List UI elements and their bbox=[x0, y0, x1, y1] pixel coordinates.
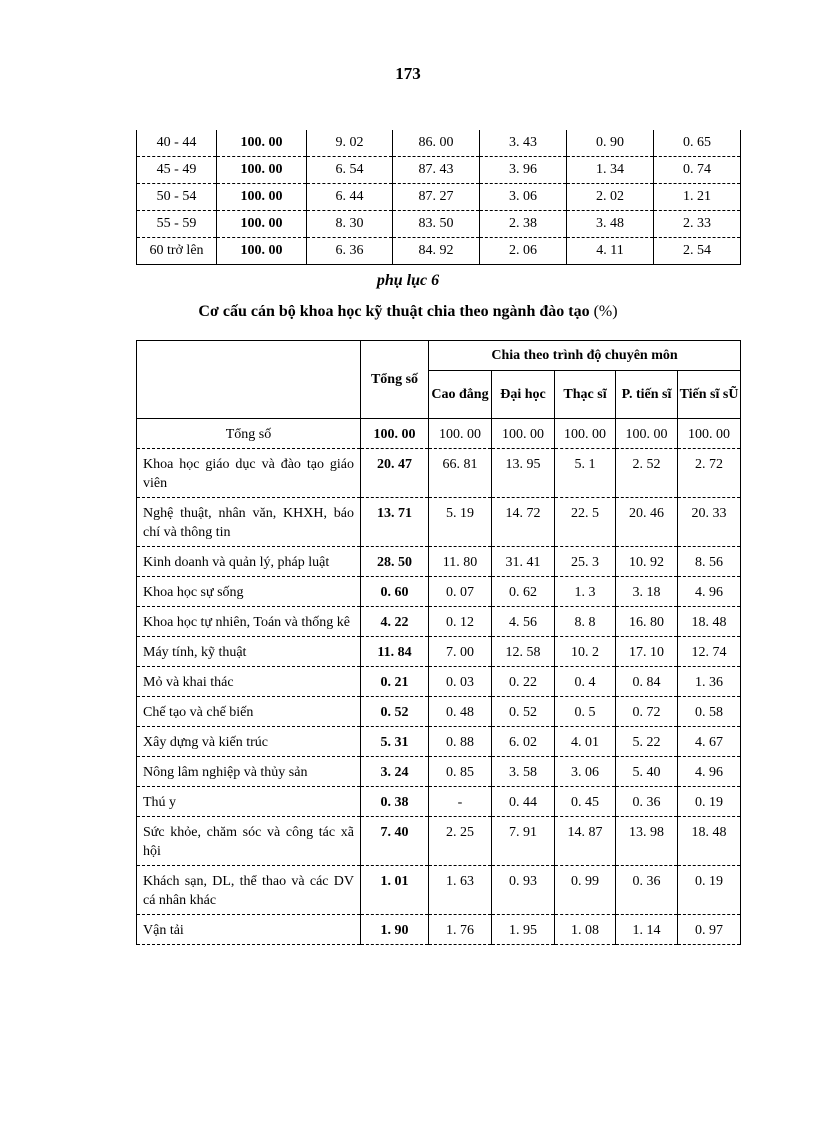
field-value-cell: 100. 00 bbox=[616, 419, 678, 449]
field-value-cell: 1. 08 bbox=[555, 915, 616, 945]
age-group-cell: 60 trở lên bbox=[137, 238, 217, 265]
field-value-cell: 5. 40 bbox=[616, 757, 678, 787]
age-table-row bbox=[137, 130, 741, 157]
field-total-cell: 3. 24 bbox=[361, 757, 429, 787]
age-value-cell: 2. 06 bbox=[480, 238, 567, 265]
field-value-cell: 1. 36 bbox=[678, 667, 741, 697]
field-total-cell: 0. 21 bbox=[361, 667, 429, 697]
age-group-cell: 50 - 54 bbox=[137, 184, 217, 211]
field-value-cell: 100. 00 bbox=[492, 419, 555, 449]
field-value-cell: 31. 41 bbox=[492, 547, 555, 577]
age-value-cell: 3. 48 bbox=[567, 211, 654, 238]
field-value-cell: 100. 00 bbox=[678, 419, 741, 449]
age-value-cell: 83. 50 bbox=[393, 211, 480, 238]
field-value-cell: 0. 45 bbox=[555, 787, 616, 817]
field-total-cell: 0. 38 bbox=[361, 787, 429, 817]
age-value-cell: 1. 34 bbox=[567, 157, 654, 184]
field-value-cell: 8. 8 bbox=[555, 607, 616, 637]
field-label-cell: Khoa học tự nhiên, Toán và thống kê bbox=[137, 607, 361, 637]
field-value-cell: 7. 91 bbox=[492, 817, 555, 866]
field-label-cell: Kinh doanh và quản lý, pháp luật bbox=[137, 547, 361, 577]
field-value-cell: 0. 88 bbox=[429, 727, 492, 757]
field-value-cell: 0. 44 bbox=[492, 787, 555, 817]
table-row bbox=[137, 498, 741, 547]
header-group: Chia theo trình độ chuyên môn bbox=[429, 341, 741, 371]
age-value-cell: 9. 02 bbox=[307, 130, 393, 157]
field-value-cell: 0. 36 bbox=[616, 866, 678, 915]
field-value-cell: 6. 02 bbox=[492, 727, 555, 757]
field-value-cell: 1. 76 bbox=[429, 915, 492, 945]
age-value-cell: 100. 00 bbox=[217, 157, 307, 184]
age-value-cell: 100. 00 bbox=[217, 184, 307, 211]
age-table-row bbox=[137, 238, 741, 265]
table-row bbox=[137, 727, 741, 757]
field-value-cell: 1. 95 bbox=[492, 915, 555, 945]
field-total-cell: 28. 50 bbox=[361, 547, 429, 577]
field-value-cell: 0. 93 bbox=[492, 866, 555, 915]
field-value-cell: 0. 12 bbox=[429, 607, 492, 637]
field-total-cell: 7. 40 bbox=[361, 817, 429, 866]
age-value-cell: 87. 43 bbox=[393, 157, 480, 184]
field-value-cell: 4. 56 bbox=[492, 607, 555, 637]
field-total-cell: 4. 22 bbox=[361, 607, 429, 637]
field-value-cell: 0. 07 bbox=[429, 577, 492, 607]
table-title-text: Cơ cấu cán bộ khoa học kỹ thuật chia theo ngành đào tạo bbox=[198, 303, 590, 320]
field-value-cell: 1. 3 bbox=[555, 577, 616, 607]
field-value-cell: 0. 03 bbox=[429, 667, 492, 697]
field-value-cell: 12. 74 bbox=[678, 637, 741, 667]
field-value-cell: 18. 48 bbox=[678, 607, 741, 637]
table-row bbox=[137, 449, 741, 498]
table-total-row bbox=[137, 419, 741, 449]
field-value-cell: 0. 52 bbox=[492, 697, 555, 727]
header-empty-cell bbox=[137, 341, 361, 419]
field-value-cell: 5. 1 bbox=[555, 449, 616, 498]
field-label-cell: Khoa học giáo dục và đào tạo giáo viên bbox=[137, 449, 361, 498]
header-col-master: Thạc sĩ bbox=[555, 371, 616, 419]
table-row bbox=[137, 697, 741, 727]
appendix-title: phụ lục 6 bbox=[376, 272, 440, 289]
age-value-cell: 2. 38 bbox=[480, 211, 567, 238]
field-value-cell: 0. 36 bbox=[616, 787, 678, 817]
field-label-cell: Khoa học sự sống bbox=[137, 577, 361, 607]
table-row bbox=[137, 547, 741, 577]
field-value-cell: 0. 58 bbox=[678, 697, 741, 727]
age-value-cell: 84. 92 bbox=[393, 238, 480, 265]
field-total-cell: 0. 60 bbox=[361, 577, 429, 607]
field-value-cell: 14. 72 bbox=[492, 498, 555, 547]
field-value-cell: 66. 81 bbox=[429, 449, 492, 498]
page-number: 173 bbox=[395, 64, 421, 83]
field-label-cell: Nông lâm nghiệp và thủy sản bbox=[137, 757, 361, 787]
field-value-cell: 5. 19 bbox=[429, 498, 492, 547]
field-label-cell: Mỏ và khai thác bbox=[137, 667, 361, 697]
age-value-cell: 2. 33 bbox=[654, 211, 741, 238]
field-value-cell: 0. 84 bbox=[616, 667, 678, 697]
age-value-cell: 4. 11 bbox=[567, 238, 654, 265]
age-value-cell: 6. 44 bbox=[307, 184, 393, 211]
age-value-cell: 0. 90 bbox=[567, 130, 654, 157]
field-label-cell: Khách sạn, DL, thể thao và các DV cá nhân khác bbox=[137, 866, 361, 915]
field-value-cell: - bbox=[429, 787, 492, 817]
field-value-cell: 22. 5 bbox=[555, 498, 616, 547]
field-value-cell: 14. 87 bbox=[555, 817, 616, 866]
field-value-cell: 3. 06 bbox=[555, 757, 616, 787]
table-row bbox=[137, 637, 741, 667]
age-value-cell: 0. 74 bbox=[654, 157, 741, 184]
age-value-cell: 1. 21 bbox=[654, 184, 741, 211]
header-col-university: Đại học bbox=[492, 371, 555, 419]
field-total-cell: 5. 31 bbox=[361, 727, 429, 757]
age-table-row bbox=[137, 211, 741, 238]
field-value-cell: 16. 80 bbox=[616, 607, 678, 637]
header-total: Tổng số bbox=[361, 341, 429, 419]
age-group-cell: 55 - 59 bbox=[137, 211, 217, 238]
age-value-cell: 3. 96 bbox=[480, 157, 567, 184]
field-label-cell: Xây dựng và kiến trúc bbox=[137, 727, 361, 757]
age-value-cell: 87. 27 bbox=[393, 184, 480, 211]
table-row bbox=[137, 667, 741, 697]
age-table-row bbox=[137, 157, 741, 184]
header-col-doctor: Tiến sĩ sŨ bbox=[678, 371, 741, 419]
field-value-cell: 0. 48 bbox=[429, 697, 492, 727]
training-table-body bbox=[137, 419, 741, 945]
field-value-cell: 0. 62 bbox=[492, 577, 555, 607]
table-row bbox=[137, 577, 741, 607]
field-value-cell: 18. 48 bbox=[678, 817, 741, 866]
header-col-college: Cao đẳng bbox=[429, 371, 492, 419]
age-value-cell: 100. 00 bbox=[217, 130, 307, 157]
field-value-cell: 17. 10 bbox=[616, 637, 678, 667]
field-value-cell: 4. 96 bbox=[678, 757, 741, 787]
table-title bbox=[0, 303, 816, 321]
field-value-cell: 2. 52 bbox=[616, 449, 678, 498]
field-value-cell: 20. 46 bbox=[616, 498, 678, 547]
age-value-cell: 86. 00 bbox=[393, 130, 480, 157]
table-row bbox=[137, 915, 741, 945]
table-row bbox=[137, 866, 741, 915]
field-label-cell: Nghệ thuật, nhân văn, KHXH, báo chí và thông tin bbox=[137, 498, 361, 547]
field-value-cell: 10. 2 bbox=[555, 637, 616, 667]
field-value-cell: 5. 22 bbox=[616, 727, 678, 757]
field-label-cell: Sức khỏe, chăm sóc và công tác xã hội bbox=[137, 817, 361, 866]
field-value-cell: 0. 19 bbox=[678, 787, 741, 817]
field-value-cell: 3. 18 bbox=[616, 577, 678, 607]
table-row bbox=[137, 757, 741, 787]
age-value-cell: 100. 00 bbox=[217, 211, 307, 238]
field-value-cell: 1. 63 bbox=[429, 866, 492, 915]
field-value-cell: 20. 33 bbox=[678, 498, 741, 547]
field-value-cell: 11. 80 bbox=[429, 547, 492, 577]
field-total-cell: 20. 47 bbox=[361, 449, 429, 498]
field-value-cell: 7. 00 bbox=[429, 637, 492, 667]
field-value-cell: 1. 14 bbox=[616, 915, 678, 945]
age-value-cell: 100. 00 bbox=[217, 238, 307, 265]
age-value-cell: 8. 30 bbox=[307, 211, 393, 238]
field-value-cell: 100. 00 bbox=[429, 419, 492, 449]
field-value-cell: 4. 67 bbox=[678, 727, 741, 757]
field-total-cell: 0. 52 bbox=[361, 697, 429, 727]
field-value-cell: 25. 3 bbox=[555, 547, 616, 577]
age-value-cell: 2. 02 bbox=[567, 184, 654, 211]
field-total-cell: 1. 01 bbox=[361, 866, 429, 915]
age-value-cell: 6. 36 bbox=[307, 238, 393, 265]
field-value-cell: 0. 5 bbox=[555, 697, 616, 727]
table-row bbox=[137, 607, 741, 637]
field-value-cell: 100. 00 bbox=[555, 419, 616, 449]
field-value-cell: 0. 99 bbox=[555, 866, 616, 915]
age-value-cell: 2. 54 bbox=[654, 238, 741, 265]
age-table-row bbox=[137, 184, 741, 211]
table-row bbox=[137, 817, 741, 866]
age-group-cell: 40 - 44 bbox=[137, 130, 217, 157]
field-value-cell: 0. 19 bbox=[678, 866, 741, 915]
field-total-cell: 13. 71 bbox=[361, 498, 429, 547]
training-field-table bbox=[136, 340, 741, 945]
field-value-cell: 0. 97 bbox=[678, 915, 741, 945]
field-value-cell: 0. 22 bbox=[492, 667, 555, 697]
table-row bbox=[137, 787, 741, 817]
field-value-cell: 0. 72 bbox=[616, 697, 678, 727]
field-value-cell: 3. 58 bbox=[492, 757, 555, 787]
field-value-cell: 13. 98 bbox=[616, 817, 678, 866]
field-label-cell: Chế tạo và chế biến bbox=[137, 697, 361, 727]
field-value-cell: 8. 56 bbox=[678, 547, 741, 577]
field-label-cell: Máy tính, kỹ thuật bbox=[137, 637, 361, 667]
field-label-cell: Vận tải bbox=[137, 915, 361, 945]
field-value-cell: 0. 4 bbox=[555, 667, 616, 697]
field-label-cell: Thú y bbox=[137, 787, 361, 817]
field-label-cell: Tổng số bbox=[137, 419, 361, 449]
age-value-cell: 6. 54 bbox=[307, 157, 393, 184]
header-col-associate-doctor: P. tiến sĩ bbox=[616, 371, 678, 419]
field-value-cell: 4. 96 bbox=[678, 577, 741, 607]
age-value-cell: 0. 65 bbox=[654, 130, 741, 157]
field-value-cell: 13. 95 bbox=[492, 449, 555, 498]
field-value-cell: 2. 72 bbox=[678, 449, 741, 498]
field-value-cell: 0. 85 bbox=[429, 757, 492, 787]
field-value-cell: 4. 01 bbox=[555, 727, 616, 757]
age-value-cell: 3. 43 bbox=[480, 130, 567, 157]
field-value-cell: 12. 58 bbox=[492, 637, 555, 667]
age-table-body bbox=[137, 130, 741, 265]
field-total-cell: 1. 90 bbox=[361, 915, 429, 945]
age-distribution-table bbox=[136, 130, 741, 265]
field-total-cell: 11. 84 bbox=[361, 637, 429, 667]
age-group-cell: 45 - 49 bbox=[137, 157, 217, 184]
field-total-cell: 100. 00 bbox=[361, 419, 429, 449]
field-value-cell: 2. 25 bbox=[429, 817, 492, 866]
age-value-cell: 3. 06 bbox=[480, 184, 567, 211]
field-value-cell: 10. 92 bbox=[616, 547, 678, 577]
table-title-unit: (%) bbox=[593, 303, 618, 320]
